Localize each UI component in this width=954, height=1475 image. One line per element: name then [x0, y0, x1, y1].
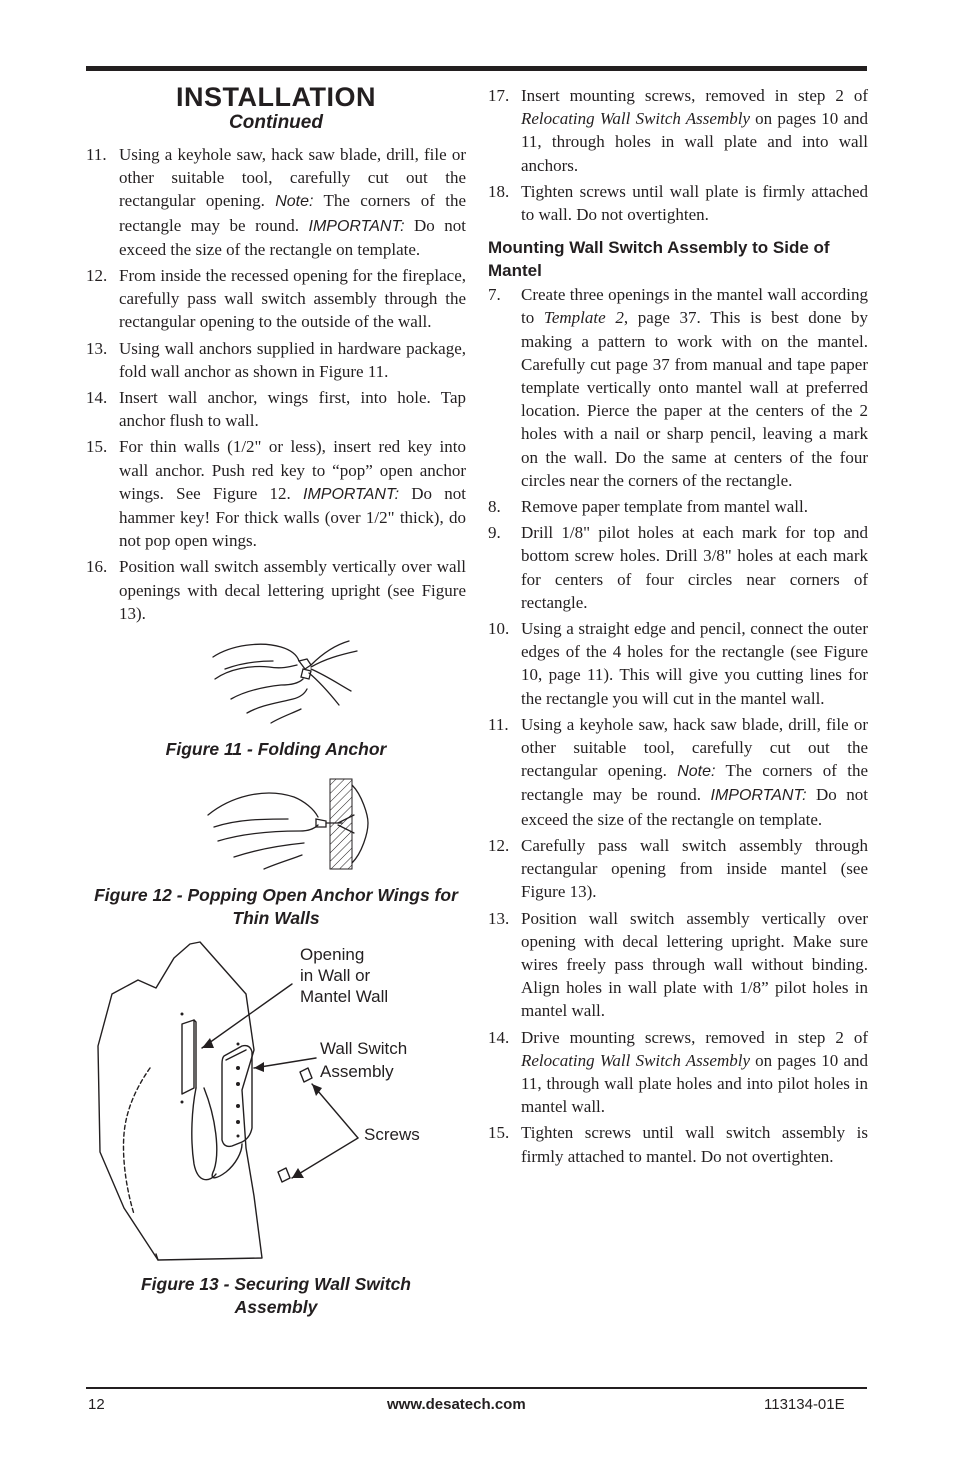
subheading: Mounting Wall Switch Assembly to Side of Mantel — [488, 238, 830, 281]
step-item: 11. Using a keyhole saw, hack saw blade, drill, file or other suitable tool, carefully cut out the rectangular opening. Note: The corners of the rectangle may be round. IMPORTANT: Do not exceed the size of the rectangle on template. — [488, 714, 869, 829]
figure-13-caption: Figure 13 - Securing Wall Switch Assembly — [140, 1274, 411, 1318]
step-item: 18. Tighten screws until wall plate is firmly attached to wall. Do not overtighten. — [488, 181, 868, 225]
step-item: 16. Position wall switch assembly vertically over wall openings with decal lettering upright (see Figure 13). — [86, 557, 466, 623]
figure-11-caption: Figure 11 - Folding Anchor — [165, 739, 387, 760]
step-item: 11. Using a keyhole saw, hack saw blade, drill, file or other suitable tool, carefully cut out the rectangular opening. Note: The corners of the rectangle may be round. IMPORTANT: Do not exceed the size of the rectangle on template. — [86, 145, 467, 259]
left-column — [86, 80, 466, 1319]
step-item: 13. Position wall switch assembly vertically over opening with decal lettering upright. Make sure wires freely pass through wall without binding. Align holes in wall plate with 1/8” pilot holes in mantel wall. — [488, 908, 868, 1021]
right-step-list-b — [488, 283, 868, 1168]
step-item: 8. Remove paper template from mantel wall. — [488, 497, 809, 517]
right-column — [488, 84, 868, 1171]
right-step-list-a — [488, 84, 868, 226]
opening-label-line2: in Wall or — [300, 966, 371, 986]
figure-11 — [86, 639, 466, 732]
screws-label: Screws — [364, 1125, 420, 1145]
left-step-list — [86, 143, 466, 625]
folding-anchor-illustration — [211, 639, 361, 727]
wall-switch-illustration — [86, 938, 466, 1268]
step-item: 12. Carefully pass wall switch assembly through rectangular opening from inside mantel (see Figure 13). — [488, 835, 868, 902]
step-item: 17. Insert mounting screws, removed in step 2 of Relocating Wall Switch Assembly on pages 10 and 11, through holes in wall plate and into wall anchors. — [488, 86, 868, 175]
figure-13 — [86, 938, 466, 1273]
section-title: INSTALLATION — [176, 82, 376, 112]
step-item: 10. Using a straight edge and pencil, connect the outer edges of the 4 holes for the rectangle (see Figure 10, page 11). This will give you cutting lines for the rectangle you will cut in the mantel wall. — [488, 619, 868, 708]
bottom-rule — [86, 1387, 867, 1389]
step-item: 14. Drive mounting screws, removed in step 2 of Relocating Wall Switch Assembly on pages 10 and 11, through wall plate holes and into pilot holes in mantel wall. — [488, 1027, 868, 1117]
section-subtitle: Continued — [229, 112, 323, 133]
step-item: 15. Tighten screws until wall switch assembly is firmly attached to mantel. Do not overtighten. — [488, 1123, 868, 1166]
figure-12-caption: Figure 12 - Popping Open Anchor Wings for Thin Walls — [94, 885, 458, 929]
switch-label-line1: Wall Switch — [320, 1039, 408, 1059]
opening-label-line1: Opening — [300, 945, 365, 965]
step-item: 13. Using wall anchors supplied in hardware package, fold wall anchor as shown in Figure 11. — [86, 338, 466, 381]
page-number: 12 — [88, 1396, 105, 1413]
step-item: 15. For thin walls (1/2" or less), insert red key into wall anchor. Push red key to “pop” open anchor wings. See Figure 12. IMPORTANT: Do not hammer key! For thick walls (over 1/2" thick), do not pop open wings. — [86, 437, 466, 551]
popping-anchor-illustration — [204, 775, 379, 875]
step-item: 14. Insert wall anchor, wings first, into hole. Tap anchor flush to wall. — [86, 388, 466, 431]
figure-12 — [86, 775, 466, 880]
step-item: 7. Create three openings in the mantel wall according to Template 2, page 37. This is best done by making a pattern to work with on the mantel. Carefully cut page 37 from manual and tape paper template vertically onto mantel wall at preferred location. Pierce the paper at the centers of the 2 holes with a nail or sharp pencil, leaving a mark on the wall. Do the same at centers of the four circles near the corners of the rectangle. — [488, 285, 868, 490]
step-item: 12. From inside the recessed opening for the fireplace, carefully pass wall switch assembly through the rectangular opening to the outside of the wall. — [86, 266, 466, 332]
top-rule — [86, 66, 867, 71]
website-link[interactable]: www.desatech.com — [387, 1396, 526, 1413]
switch-label-line2: Assembly — [320, 1062, 394, 1082]
step-item: 9. Drill 1/8" pilot holes at each mark for top and bottom screw holes. Drill 3/8" holes at each mark for centers of four circles near corners of rectangle. — [488, 523, 868, 612]
document-number: 113134-01E — [764, 1396, 845, 1413]
opening-label-line3: Mantel Wall — [300, 987, 389, 1007]
